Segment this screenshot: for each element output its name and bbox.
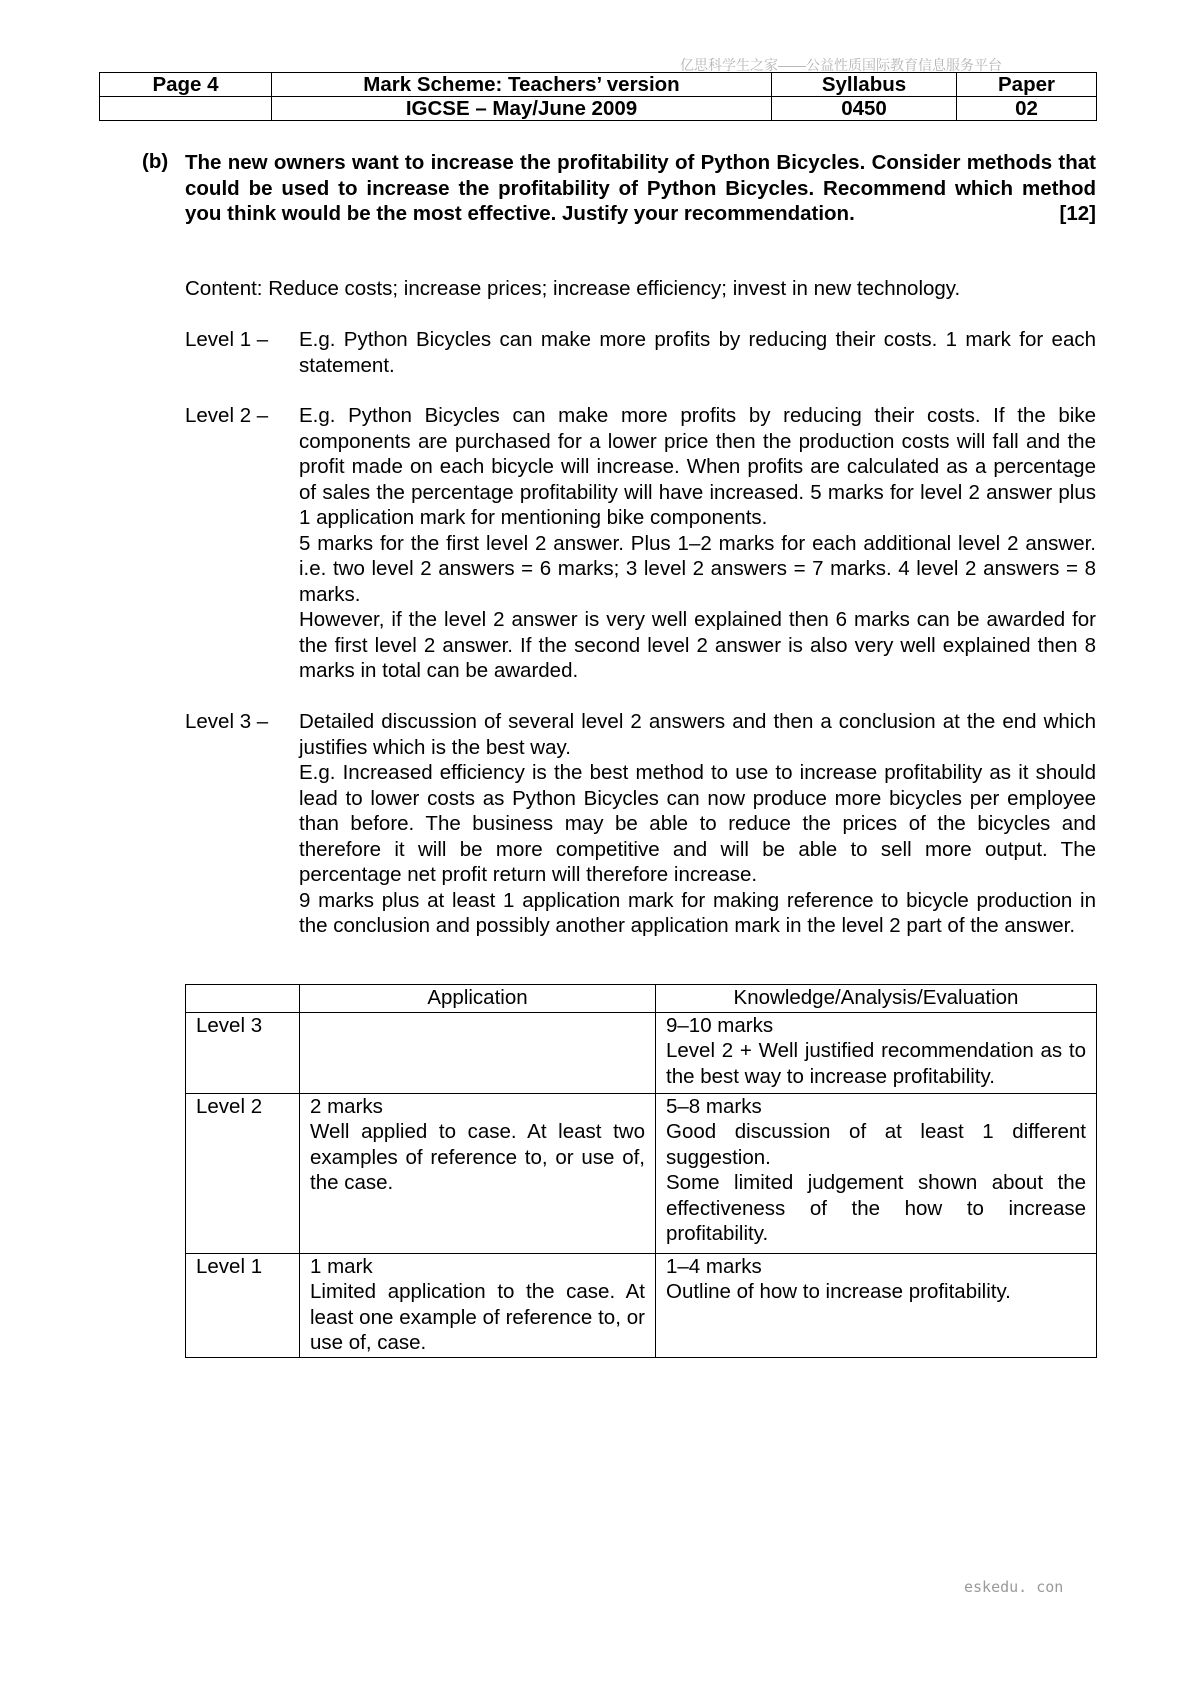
- header-empty: [100, 97, 272, 121]
- grid-application-cell: [300, 1093, 656, 1253]
- grid-level-cell: Level 3: [186, 1012, 300, 1093]
- cell-line: 2 marks: [310, 1094, 383, 1118]
- cell-line: Outline of how to increase profitability.: [666, 1280, 1011, 1303]
- header-row: [100, 97, 1097, 121]
- cell-line: Limited application to the case. At least one example of reference to, or use of, case.: [310, 1280, 645, 1354]
- header-page: Page 4: [100, 73, 272, 97]
- grid-knowledge-cell: [656, 1253, 1097, 1357]
- marking-grid: [185, 984, 1097, 1358]
- level-paragraph: However, if the level 2 answer is very well explained then 6 marks can be awarded for the first level 2 answer. If the second level 2 answer is also very well explained then 8 marks in total can be awarded.: [299, 608, 1096, 682]
- header-exam: IGCSE – May/June 2009: [272, 97, 772, 121]
- header-syllabus-label: Syllabus: [772, 73, 957, 97]
- level-paragraph: E.g. Python Bicycles can make more profits by reducing their costs. 1 mark for each statement.: [299, 328, 1096, 377]
- content-line: Content: Reduce costs; increase prices; increase efficiency; invest in new technology.: [185, 277, 961, 300]
- grid-row-level-1: [186, 1253, 1097, 1357]
- grid-knowledge-cell: [656, 1012, 1097, 1093]
- grid-application-cell: [300, 1012, 656, 1093]
- level-label: Level 1 –: [185, 328, 269, 351]
- watermark-bottom: eskedu. con: [964, 1578, 1064, 1596]
- grid-header-application: Application: [300, 985, 656, 1013]
- grid-knowledge-cell: [656, 1093, 1097, 1253]
- cell-line: Level 2 + Well justified recommendation as to the best way to increase profitability.: [666, 1039, 1086, 1088]
- grid-row-level-3: [186, 1012, 1097, 1093]
- cell-line: 1 mark: [310, 1254, 373, 1278]
- level-3-block: [185, 709, 1096, 939]
- header-paper-number: 02: [957, 97, 1097, 121]
- question-label: (b): [142, 150, 169, 173]
- grid-row-level-2: [186, 1093, 1097, 1253]
- watermark-top: 亿思科学生之家——公益性质国际教育信息服务平台: [680, 57, 1002, 73]
- level-2-block: [185, 403, 1096, 684]
- cell-line: 1–4 marks: [666, 1254, 762, 1278]
- level-label: Level 3 –: [185, 710, 269, 733]
- grid-header-knowledge: Knowledge/Analysis/Evaluation: [656, 985, 1097, 1013]
- header-row: [100, 73, 1097, 97]
- question-body: The new owners want to increase the profitability of Python Bicycles. Consider methods that could be used to increase the profitability of Python Bicycles. Recommend which method you think would be the most effective. Justify your recommendation.: [185, 151, 1096, 225]
- level-1-block: [185, 327, 1096, 378]
- grid-level-cell: Level 2: [186, 1093, 300, 1253]
- level-paragraph: 5 marks for the first level 2 answer. Plus 1–2 marks for each additional level 2 answer. i.e. two level 2 answers = 6 marks; 3 level 2 answers = 7 marks. 4 level 2 answers = 8 marks.: [299, 531, 1096, 606]
- level-paragraph: E.g. Increased efficiency is the best method to use to increase profitability as it should lead to lower costs as Python Bicycles can now produce more bicycles per employee than before. The business may be able to reduce the prices of the bicycles and therefore it will be more competitive and will be able to sell more output. The percentage net profit return will therefore increase.: [299, 761, 1096, 886]
- grid-header-row: [186, 985, 1097, 1013]
- grid-level-cell: Level 1: [186, 1253, 300, 1357]
- cell-line: 9–10 marks: [666, 1013, 774, 1037]
- cell-line: Good discussion of at least 1 different suggestion.: [666, 1120, 1086, 1169]
- level-paragraph: 9 marks plus at least 1 application mark for making reference to bicycle production in the conclusion and possibly another application mark in the level 2 part of the answer.: [299, 888, 1096, 937]
- level-paragraph: E.g. Python Bicycles can make more profits by reducing their costs. If the bike components are purchased for a lower price then the production costs will fall and the profit made on each bicycle will increase. When profits are calculated as a percentage of sales the percentage profitability will have increased. 5 marks for level 2 answer plus 1 application mark for mentioning bike components.: [299, 404, 1096, 529]
- question-marks: [12]: [1059, 202, 1096, 225]
- header-paper-label: Paper: [957, 73, 1097, 97]
- cell-line: Some limited judgement shown about the effectiveness of the how to increase profitability.: [666, 1171, 1086, 1245]
- header-title: Mark Scheme: Teachers’ version: [272, 73, 772, 97]
- grid-application-cell: [300, 1253, 656, 1357]
- grid-header-level: [186, 985, 300, 1013]
- level-paragraph: Detailed discussion of several level 2 answers and then a conclusion at the end which justifies which is the best way.: [299, 710, 1096, 759]
- cell-line: Well applied to case. At least two examples of reference to, or use of, the case.: [310, 1120, 645, 1194]
- question-text: [185, 150, 1096, 227]
- level-label: Level 2 –: [185, 404, 269, 427]
- cell-line: 5–8 marks: [666, 1094, 762, 1118]
- header-syllabus-code: 0450: [772, 97, 957, 121]
- header-table: [99, 72, 1097, 121]
